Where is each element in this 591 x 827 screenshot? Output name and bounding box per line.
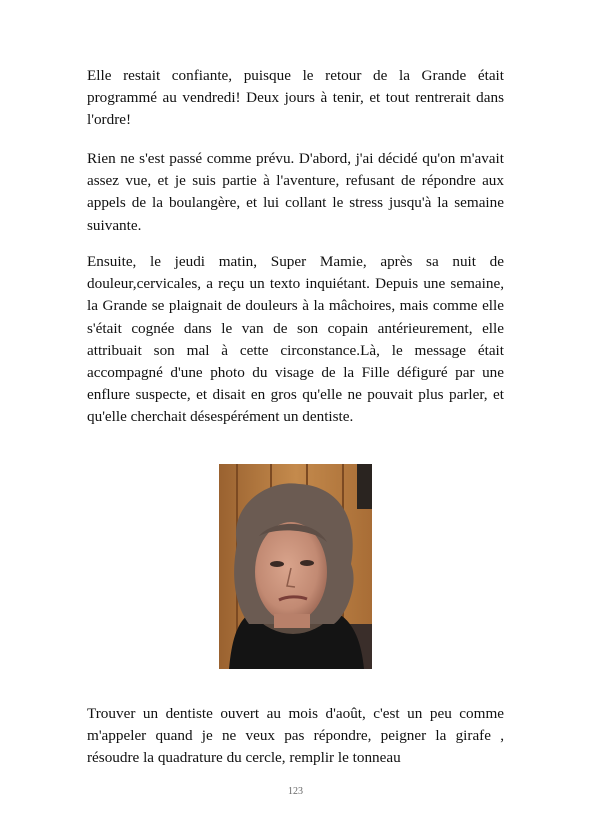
paragraph-text: Rien ne s'est passé comme prévu. D'abord, j'ai décidé qu'on m'avait assez vue, et je suis partie à l'aventure, refusant de répondre aux appels de la boulangère, et lui collant le stress jusqu'à la semaine suivante. — [87, 150, 504, 234]
portrait-photo — [219, 464, 372, 669]
paragraph-text: Trouver un dentiste ouvert au mois d'août, c'est un peu comme m'appeler quand je ne veux pas répondre, peigner la girafe , résoudre la quadrature du cercle, remplir le tonneau — [87, 705, 504, 767]
paragraph-4 — [87, 703, 504, 770]
paragraph-text: Ensuite, le jeudi matin, Super Mamie, après sa nuit de douleur,cervicales, a reçu un texto inquiétant. Depuis une semaine, la Grande se plaignait de douleurs à la mâchoires, mais comme elle s'était cognée dans le van de son copain antérieurement, elle attribuait son mal à cette circonstance.Là, le message était accompagné d'une photo du visage de la Fille défiguré par une enflure suspecte, et disait en gros qu'elle ne pouvait plus parler, et qu'elle cherchait désespérément un dentiste. — [87, 253, 504, 426]
paragraph-1 — [87, 65, 504, 132]
paragraph-text: Elle restait confiante, puisque le retour de la Grande était programmé au vendredi! Deux jours à tenir, et tout rentrerait dans l'ordre! — [87, 67, 504, 129]
page-number: 123 — [288, 786, 303, 797]
paragraph-3 — [87, 251, 504, 429]
paragraph-2 — [87, 148, 504, 237]
